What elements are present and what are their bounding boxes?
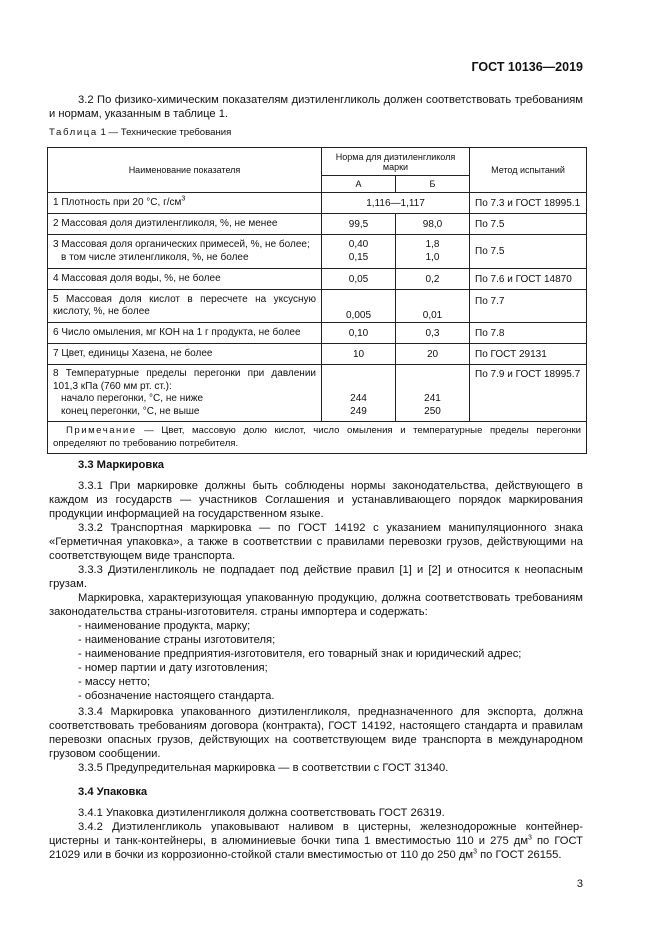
row-name: 6 Число омыления, мг КОН на 1 г продукта, не более bbox=[48, 323, 322, 344]
intro-paragraph: 3.2 По физико-химическим показателям диэтиленгликоль должен соответствовать требованиям и нормам, указанным в таблице 1. bbox=[49, 94, 583, 120]
row-method: По 7.6 и ГОСТ 14870 bbox=[470, 269, 587, 290]
header-grade-a: А bbox=[322, 176, 396, 193]
row-value-b: 98,0 bbox=[396, 214, 470, 235]
row-value-b: 241 250 bbox=[396, 365, 470, 422]
document-number: ГОСТ 10136—2019 bbox=[471, 60, 583, 74]
paragraph-marking: Маркировка, характеризующая упакованную продукцию, должна соответствовать требованиям законодательства страны-изготовителя. страны импортера и содержать: bbox=[49, 592, 583, 618]
row-method: По 7.3 и ГОСТ 18995.1 bbox=[470, 193, 587, 214]
table-row bbox=[48, 235, 587, 269]
row-value-b: 1,8 1,0 bbox=[396, 235, 470, 269]
table-caption bbox=[49, 127, 231, 138]
row-method: По 7.7 bbox=[470, 290, 587, 323]
row-value-a: 0,005 bbox=[322, 290, 396, 323]
list-item: - массу нетто; bbox=[78, 676, 151, 688]
list-item: - наименование страны изготовителя; bbox=[78, 634, 276, 646]
table-row bbox=[48, 323, 587, 344]
row-value-b: 0,2 bbox=[396, 269, 470, 290]
row-method: По 7.8 bbox=[470, 323, 587, 344]
header-grade-b: Б bbox=[396, 176, 470, 193]
paragraph-3-3-5: 3.3.5 Предупредительная маркировка — в соответствии с ГОСТ 31340. bbox=[78, 762, 449, 774]
table-note-row bbox=[48, 422, 587, 454]
technical-requirements-table bbox=[47, 147, 587, 454]
row-method: По 7.5 bbox=[470, 214, 587, 235]
note-word: Примечание bbox=[66, 425, 137, 436]
paragraph-3-4-2: 3.4.2 Диэтиленгликоль упаковывают наливом в цистерны, железнодорожные контейнер-цистерны и танк-контейнеры, в алюминиевые бочки типа 1 вместимостью 110 и 275 $дм^3$ по ГОСТ 21029 или в бочки из коррозионно-стойкой стали вместимостью от 110 до 250 $дм^3$ по ГОСТ 26155. bbox=[49, 821, 583, 861]
table-row bbox=[48, 365, 587, 422]
page-number: 3 bbox=[576, 878, 583, 890]
row-name: 1 Плотность при 20 °С, $г/см^3$ bbox=[48, 193, 322, 214]
section-3-3-title: 3.3 Маркировка bbox=[78, 459, 165, 471]
paragraph-3-3-2: 3.3.2 Транспортная маркировка — по ГОСТ 14192 с указанием манипуляционного знака «Герметичная упаковка», а также в соответствии с правилами перевозки грузов, действующими на соответствующем виде транспорта. bbox=[49, 522, 583, 562]
table-row bbox=[48, 214, 587, 235]
paragraph-3-3-1: 3.3.1 При маркировке должны быть соблюдены нормы законодательства, действующего в каждом из государств — участников Соглашения и устанавливающего порядок маркирования продукции информацией на государственном языке. bbox=[49, 480, 583, 520]
row-value-a: 0,40 0,15 bbox=[322, 235, 396, 269]
row-method: По 7.5 bbox=[470, 235, 587, 269]
row-name: 3 Массовая доля органических примесей, %, не более; в том числе этиленгликоля, %, не более bbox=[48, 235, 322, 269]
marking-list bbox=[78, 619, 521, 703]
row-value-a: 244 249 bbox=[322, 365, 396, 422]
list-item: - номер партии и дату изготовления; bbox=[78, 662, 268, 674]
paragraph-3-4-1: 3.4.1 Упаковка диэтиленгликоля должна соответствовать ГОСТ 26319. bbox=[78, 807, 445, 819]
row-value-b: 0,01 bbox=[396, 290, 470, 323]
row-name: 4 Массовая доля воды, %, не более bbox=[48, 269, 322, 290]
paragraph-3-3-4: 3.3.4 Маркировка упакованного диэтиленгликоля, предназначенного для экспорта, должна соответствовать требованиям договора (контракта), ГОСТ 14192, настоящего стандарта и правилам перевозки опасных грузов, действующих на соответствующем виде транспорта в международном грузовом сообщении. bbox=[49, 706, 583, 760]
row-value-merged: 1,116—1,117 bbox=[322, 193, 470, 214]
row-value-a: 0,10 bbox=[322, 323, 396, 344]
row-value-b: 20 bbox=[396, 344, 470, 365]
list-item: - наименование продукта, марку; bbox=[78, 620, 251, 632]
row-method: По ГОСТ 29131 bbox=[470, 344, 587, 365]
superscript: 3 bbox=[473, 848, 477, 856]
table-note bbox=[48, 422, 587, 454]
section-3-4-title: 3.4 Упаковка bbox=[78, 786, 148, 798]
table-caption-word: Таблица bbox=[49, 127, 98, 138]
superscript: 3 bbox=[528, 834, 532, 842]
table-row bbox=[48, 193, 587, 214]
row-value-b: 0,3 bbox=[396, 323, 470, 344]
table-row bbox=[48, 269, 587, 290]
row-value-a: 10 bbox=[322, 344, 396, 365]
table-row bbox=[48, 290, 587, 323]
superscript: 3 bbox=[181, 195, 186, 203]
row-value-a: 99,5 bbox=[322, 214, 396, 235]
row-name: 2 Массовая доля диэтиленгликоля, %, не менее bbox=[48, 214, 322, 235]
header-indicator-name: Наименование показателя bbox=[48, 148, 322, 193]
note-text: — Цвет, массовую долю кислот, число омыления и температурные пределы перегонки определяют по требованию потребителя. bbox=[53, 425, 582, 449]
list-item: - наименование предприятия-изготовителя, его товарный знак и юридический адрес; bbox=[78, 648, 522, 660]
row-value-a: 0,05 bbox=[322, 269, 396, 290]
list-item: - обозначение настоящего стандарта. bbox=[78, 690, 275, 702]
row-name: 8 Температурные пределы перегонки при давлении 101,3 кПа (760 мм рт. ст.): начало перегонки, °С, не ниже конец перегонки, °С, не выше bbox=[48, 365, 322, 422]
row-method: По 7.9 и ГОСТ 18995.7 bbox=[470, 365, 587, 422]
header-test-method: Метод испытаний bbox=[470, 148, 587, 193]
table-row bbox=[48, 344, 587, 365]
table-caption-rest: 1 — Технические требования bbox=[100, 127, 232, 138]
paragraph-3-3-3: 3.3.3 Диэтиленгликоль не подпадает под действие правил [1] и [2] и относится к неопасным грузам. bbox=[49, 564, 583, 590]
row-name: 7 Цвет, единицы Хазена, не более bbox=[48, 344, 322, 365]
row-name: 5 Массовая доля кислот в пересчете на уксусную кислоту, %, не более bbox=[48, 290, 322, 323]
header-norm: Норма для диэтиленгликоля марки bbox=[322, 148, 470, 176]
